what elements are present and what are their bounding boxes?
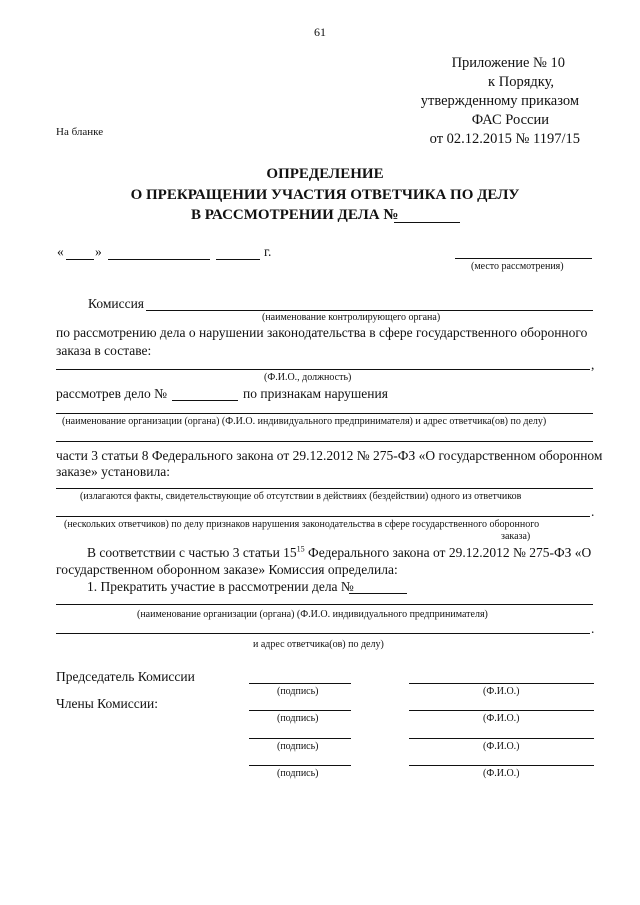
composition-blank	[56, 369, 590, 370]
member-1-signature-caption: (подпись)	[277, 713, 319, 724]
month-blank	[108, 259, 210, 260]
paragraph-1-line-1: по рассмотрению дела о нарушении законодательства в сфере государственного оборонного	[56, 325, 588, 340]
appendix-line-2: к Порядку,	[488, 74, 554, 90]
member-2-signature-caption: (подпись)	[277, 741, 319, 752]
terminate-org-blank-2	[56, 633, 590, 634]
facts-caption-1: (излагаются факты, свидетельствующие об отсутствии в действиях (бездействии) одного из ответчиков	[80, 491, 522, 502]
member-1-fio-caption: (Ф.И.О.)	[483, 713, 520, 724]
place-blank	[455, 258, 592, 259]
member-3-signature-caption: (подпись)	[277, 768, 319, 779]
paragraph-3-part-a: В соответствии с частью 3 статьи 15	[87, 545, 297, 560]
paragraph-3-part-b: Федерального закона от 29.12.2012 № 275-ФЗ «О	[304, 545, 592, 560]
paragraph-3-line-2: государственном оборонном заказе» Комиссия определила:	[56, 562, 398, 577]
commission-blank	[146, 310, 593, 311]
doc-title-line-2: О ПРЕКРАЩЕНИИ УЧАСТИЯ ОТВЕТЧИКА ПО ДЕЛУ	[130, 187, 520, 203]
fio-position-caption: (Ф.И.О., должность)	[264, 372, 352, 383]
terminate-org-blank	[56, 604, 593, 605]
member-3-signature-blank	[249, 765, 351, 766]
case-review-prefix: рассмотрев дело №	[56, 386, 167, 401]
case-review-number-blank	[172, 400, 238, 401]
org-caption: (наименование организации (органа) (Ф.И.О. индивидуального предпринимателя) и адрес ответчика(ов) по делу)	[62, 416, 547, 427]
year-blank	[216, 259, 260, 260]
paragraph-3-line-1	[87, 546, 591, 560]
org-blank-2	[56, 441, 593, 442]
chairman-fio-caption: (Ф.И.О.)	[483, 686, 520, 697]
member-1-fio-blank	[409, 710, 594, 711]
date-close-quote: »	[95, 244, 102, 259]
composition-comma: ,	[591, 357, 595, 372]
paragraph-2-line-1: части 3 статьи 8 Федерального закона от 29.12.2012 № 275-ФЗ «О государственном оборонном	[56, 448, 603, 463]
org-blank	[56, 413, 593, 414]
member-2-fio-blank	[409, 738, 594, 739]
appendix-line-3: утвержденному приказом	[420, 93, 579, 109]
member-3-fio-caption: (Ф.И.О.)	[483, 768, 520, 779]
facts-caption-3: заказа)	[501, 531, 531, 542]
member-2-signature-blank	[249, 738, 351, 739]
commission-label: Комиссия	[88, 296, 145, 311]
letterhead-note: На бланке	[56, 126, 104, 138]
year-suffix: г.	[264, 244, 272, 259]
appendix-line-1: Приложение № 10	[451, 55, 565, 71]
chairman-signature-caption: (подпись)	[277, 686, 319, 697]
paragraph-2-line-2: заказе» установила:	[56, 464, 170, 479]
member-3-fio-blank	[409, 765, 594, 766]
facts-caption-2: (нескольких ответчиков) по делу признаков нарушения законодательства в сфере государственного оборонного	[64, 519, 540, 530]
facts-period: .	[591, 504, 595, 519]
case-number-blank	[394, 222, 460, 223]
day-blank	[66, 259, 94, 260]
facts-blank-1	[56, 488, 593, 489]
doc-title-line-1: ОПРЕДЕЛЕНИЕ	[266, 166, 384, 182]
chairman-fio-blank	[409, 683, 594, 684]
member-1-signature-blank	[249, 710, 351, 711]
case-review-suffix: по признакам нарушения	[243, 386, 388, 401]
article-superscript: 15	[296, 544, 305, 554]
place-caption: (место рассмотрения)	[471, 261, 564, 272]
page-number: 61	[314, 25, 326, 39]
members-label: Члены Комиссии:	[56, 696, 158, 711]
paragraph-4: 1. Прекратить участие в рассмотрении дела №	[87, 579, 354, 594]
date-open-quote: «	[57, 244, 64, 259]
org-caption-2: (наименование организации (органа) (Ф.И.О. индивидуального предпринимателя)	[137, 609, 488, 620]
address-caption: и адрес ответчика(ов) по делу)	[253, 639, 384, 650]
paragraph-1-line-2: заказа в составе:	[56, 343, 152, 358]
commission-caption: (наименование контролирующего органа)	[262, 312, 441, 323]
doc-title-line-3: В РАССМОТРЕНИИ ДЕЛА №	[191, 207, 399, 223]
chairman-label: Председатель Комиссии	[56, 669, 195, 684]
member-2-fio-caption: (Ф.И.О.)	[483, 741, 520, 752]
chairman-signature-blank	[249, 683, 351, 684]
facts-blank-2	[56, 516, 590, 517]
appendix-line-4: ФАС России	[471, 112, 549, 128]
terminate-period: .	[591, 621, 595, 636]
terminate-case-number-blank	[349, 593, 407, 594]
appendix-line-5: от 02.12.2015 № 1197/15	[429, 131, 580, 147]
